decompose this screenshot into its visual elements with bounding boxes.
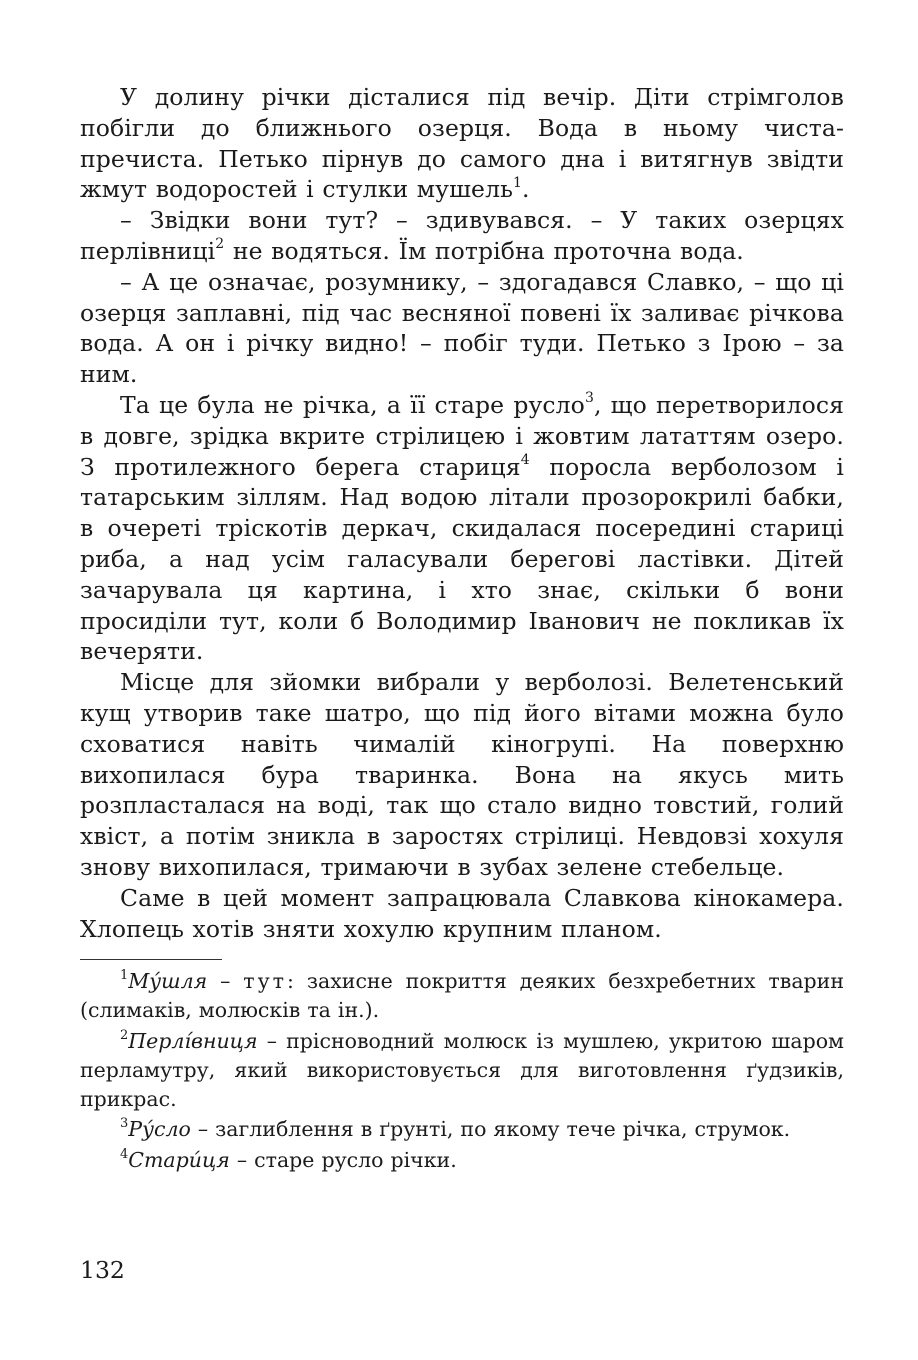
- footnote-number: 1: [120, 968, 129, 984]
- book-page: [80, 80, 844, 1320]
- footnote-term: Стари́ця: [128, 1148, 230, 1173]
- paragraph-2: – Звідки вони тут? – здивувався. – У таких озерцях перлівниці$^2$ не водяться. Їм потрібна проточна вода.: [80, 206, 844, 265]
- footnote-3: $^3$Ру́сло – заглиблення в ґрунті, по якому тече річка, струмок.: [120, 1116, 791, 1142]
- footnotes: [80, 967, 844, 1175]
- paragraph-1: У долину річки дісталися під вечір. Діти стрімголов побігли до ближнього озерця. Вода в ньому чиста-пречиста. Петько пірнув до самого дна і витягнув звідти жмут водоростей і стулки мушель$^1$.: [80, 83, 844, 204]
- footnote-term: Перлі́вниця: [128, 1028, 258, 1053]
- footnote-number: 2: [120, 1028, 129, 1044]
- footnote-number: 3: [120, 1116, 129, 1132]
- footnote-1: $^1$Му́шля – тут: захисне покриття деяких безхребетних тварин (слимаків, молюсків та ін.).: [80, 968, 844, 1023]
- footnote-ref-2: 2: [215, 236, 225, 253]
- main-text: [80, 82, 844, 944]
- footnote-qualifier: тут: [243, 969, 288, 994]
- footnote-term: Ру́сло: [128, 1117, 191, 1142]
- paragraph-4: Та це була не річка, а її старе русло$^3$, що перетворилося в довге, зрідка вкрите стрілицею і жовтим лататтям озеро. З протилежного берега стариця$^4$ поросла верболозом і татарським зіллям. Над водою літали прозорокрилі бабки, в очереті тріскотів деркач, скидалася посередині стариці риба, а над усім галасували берегові ластівки. Дітей зачарувала ця картина, і хто знає, скільки б вони просиділи тут, коли б Володимир Іванович не покликав їх вечеряти.: [80, 390, 845, 666]
- footnote-2: $^2$Перлі́вниця – прісноводний молюск із мушлею, укритою шаром перламутру, який використовується для виготовлення ґудзиків, прикрас.: [80, 1028, 844, 1111]
- footnote-ref-4: 4: [520, 451, 530, 468]
- footnote-divider: [80, 959, 222, 960]
- paragraph-5: Місце для зйомки вибрали у верболозі. Велетенський кущ утворив таке шатро, що під його вітами можна було сховатися навіть чималій кіногрупі. На поверхню вихопилася бура тваринка. Вона на якусь мить розпласталася на воді, так що стало видно товстий, голий хвіст, а потім зникла в заростях стрілиці. Невдовзі хохуля знову вихопилася, тримаючи в зубах зелене стебельце.: [80, 668, 844, 881]
- paragraph-6: Саме в цей момент запрацювала Славкова кінокамера. Хлопець хотів зняти хохулю крупним планом.: [80, 883, 844, 943]
- footnote-ref-1: 1: [513, 174, 523, 191]
- footnote-number: 4: [120, 1147, 129, 1163]
- footnote-term: Му́шля: [128, 969, 208, 994]
- page-number: 132: [80, 1256, 125, 1284]
- footnote-4: $^4$Стари́ця – старе русло річки.: [120, 1147, 457, 1173]
- footnote-ref-3: 3: [584, 390, 594, 407]
- paragraph-3: – А це означає, розумнику, – здогадався Славко, – що ці озерця заплавні, під час весняної повені їх заливає річкова вода. А он і річку видно! – побіг туди. Петько з Ірою – за ним.: [80, 267, 844, 389]
